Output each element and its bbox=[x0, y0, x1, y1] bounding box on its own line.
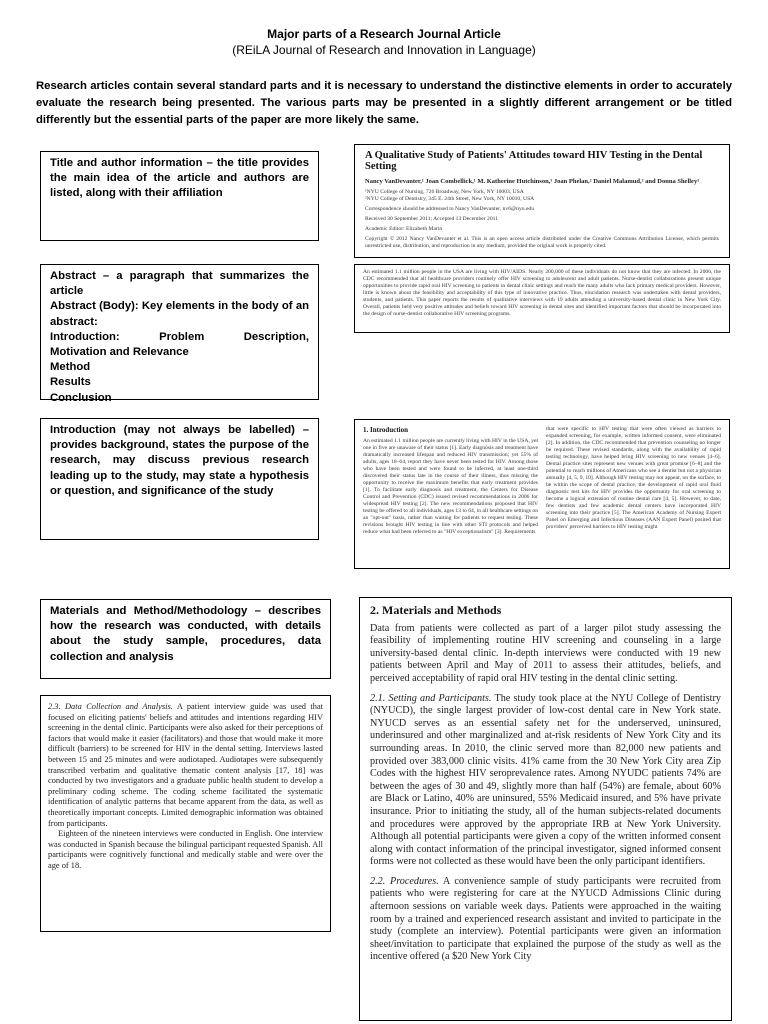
data-collection-text: A patient interview guide was used that focused on eliciting patients' beliefs and attitudes and intentions regarding HIV screening in the dental clinic. Participants were also asked for their perceptions of factors that would make it easier (facilitators) and those that would make it more difficult (barriers) to be screened for HIV in the dental setting. Interviews lasted between 15 and 25 minutes and were audiotaped. Audiotapes were subsequently transcribed verbatim and qualitative thematic content analysis [17, 18] was conducted by two investigators and a graduate public health student to develop a preliminary coding scheme. The coding scheme facilitated the systematic identification of analytic patterns that became apparent from the data, as well as theoretically important concepts. Limited demographic information was obtained from participants. bbox=[48, 702, 323, 828]
abstract-word-intro: Introduction: bbox=[50, 330, 120, 343]
data-collection-heading: 2.3. Data Collection and Analysis. bbox=[48, 702, 173, 711]
copyright-notice: Copyright © 2012 Nancy VanDevanter et al. This is an open access article distributed under the Creative Commons Attribution License, which permits unrestricted use, distribution, and reproduction in any medium, provided the original work is properly cited. bbox=[365, 236, 719, 249]
article-authors: Nancy VanDevanter,¹ Joan Combellick,¹ M. Katherine Hutchinson,¹ Joan Phelan,² Daniel Malamud,² and Donna Shelley¹ bbox=[365, 178, 700, 185]
methods-sample-box bbox=[359, 597, 732, 1021]
methods-paragraph-2 bbox=[370, 693, 721, 869]
procedures-text: A convenience sample of study participants were recruited from patients who were registering for care at the NYUCD Admissions Clinic during afternoon sessions on variable week days. Patients were approached in the waiting room by a trained and experienced research assistant and invited to participate in the study (complete an interview). Potential participants were given an information sheet/invitation to participate that explained the purpose of the study as well as the incentive offered (a $20 New York City bbox=[370, 875, 721, 963]
data-collection-paragraph bbox=[48, 702, 323, 829]
abstract-description-box bbox=[40, 264, 319, 404]
title-description-text: Title and author information – the title provides the main idea of the article and authors are listed, along with their affiliation bbox=[50, 157, 309, 200]
intro-paragraph: Research articles contain several standard parts and it is necessary to understand the distinctive elements in order to accurately evaluate the research being presented. The various parts may be presented in a slightly different arrangement or be titled differently but the essential parts of the paper are more likely the same. bbox=[36, 80, 732, 126]
setting-heading: 2.1. Setting and Participants. bbox=[370, 692, 492, 704]
introduction-description-box bbox=[40, 418, 319, 540]
abstract-line-2: Abstract (Body): Key elements in the body of an abstract: bbox=[50, 300, 309, 328]
methods-heading: 2. Materials and Methods bbox=[370, 603, 502, 617]
introduction-col-2: that were specific to HIV testing that were often viewed as barriers to expanded screening, for example, written informed consent, were eliminated [2]. In addition, the CDC recommended that prevention counseling no longer be required. These revised standards, along with the availability of rapid testing technology, have helped bring HIV screening to new venues [4–6]. Dental practice sites represent new venues with great promise [6–8] and the potential to reach millions of Americans who see a dentist but not a physician annually [4, 5, 9, 10]. Although HIV testing may not appear, on the surface, to be within the scope of dental practice, the development of rapid oral fluid diagnostic test kits for HIV provides the opportunity for oral screening to become a logical extension of routine dental care [4, 5]. However, to date, few dentists and few academic dental centers have incorporated HIV screening into their practice [5]. The American Academy of Nursing Expert Panel on Emerging and Infectious Diseases (AAN Expert Panel) posited that providers' perceived barriers to HIV testing might bbox=[546, 426, 721, 530]
title-description-box bbox=[40, 151, 319, 241]
methods-description-box bbox=[40, 599, 331, 679]
setting-text: The study took place at the NYU College of Dentistry (NYUCD), the single largest provider of low-cost dental care in New York state. NYUCD serves as an essential safety net for the underserved, uninsured, underinsured and other marginalized and at-risk residents of New York City and its surrounding areas. In 2010, the clinic served more than 82,000 new patients and provided over 383,000 clinic visits. 41% came from the 30 New York City area Zip Codes with the highest HIV seroprevalence rates. Among NYUDC patients 74% are between the ages of 30 and 49, slightly more than half (54%) are female, about 60% are Black or Latino, 40% are uninsured, 55% Medicaid insured, and 5% have private insurance. Prior to initiating the study, all of the human subjects-related documents and procedures were approved by the appropriate IRB at New York University. Although all potential participants were given a copy of the written informed consent along with contact information of the principal investigator, signed informed consent forms were not collected as these would have been the only participant identifiers. bbox=[370, 692, 721, 868]
affiliation-1: ¹NYU College of Nursing, 726 Broadway, New York, NY 10003, USA bbox=[365, 189, 524, 195]
abstract-line-7: Conclusion bbox=[50, 391, 112, 404]
abstract-line-3 bbox=[50, 330, 309, 345]
methods-paragraph-3 bbox=[370, 876, 721, 964]
introduction-heading: 1. Introduction bbox=[363, 426, 408, 434]
page-title: Major parts of a Research Journal Article bbox=[267, 27, 501, 41]
academic-editor: Academic Editor: Elizabeth Marin bbox=[365, 226, 443, 232]
introduction-description-text: Introduction (may not always be labelled) – provides background, states the purpose of the research, may discuss previous research leading up to the study, may state a hypothesis or question, and significance of the study bbox=[50, 424, 309, 497]
correspondence: Correspondence should be addressed to Nancy VanDevanter, nv6@nyu.edu bbox=[365, 206, 535, 212]
abstract-sample-box bbox=[354, 264, 730, 333]
article-title: A Qualitative Study of Patients' Attitudes toward HIV Testing in the Dental Setting bbox=[365, 150, 703, 172]
title-sample-box bbox=[354, 144, 730, 258]
data-collection-text-2: Eighteen of the nineteen interviews were conducted in English. One interview was conducted in Spanish because the bilingual participant requested Spanish. All participants were cognitively functional and medically stable and were over the age of 18. bbox=[48, 829, 323, 870]
abstract-line-4: Motivation and Relevance bbox=[50, 346, 189, 359]
procedures-heading: 2.2. Procedures. bbox=[370, 875, 439, 887]
page-subtitle: (REiLA Journal of Research and Innovation in Language) bbox=[232, 43, 536, 57]
abstract-sample-text: An estimated 1.1 million people in the USA are living with HIV/AIDS. Nearly 200,000 of these individuals do not know that they are infected. In 2006, the CDC recommended that all healthcare providers routinely offer HIV screening to adolescent and adult patients. Nurse-dentist collaborations present unique opportunities to provide rapid oral HIV screening to patients in dental clinic settings and reach the many adults who lack primary medical providers. However, little is known about the feasibility and acceptability of this type of innovative practice. Thus, elucidation research was undertaken with dental providers, students, and patients. This paper reports the results of qualitative interviews with 19 adults attending a university-based dental clinic in New York City. Overall, patients held very positive attitudes and beliefs toward HIV screening in dental sites and identified important factors that should be incorporated into the design of nurse-dentist collaborative HIV screening programs. bbox=[363, 269, 721, 317]
methods-paragraph-1: Data from patients were collected as part of a larger pilot study assessing the feasibility of implementing routine HIV screening and counseling in a large university-based dental clinic. In-depth interviews were conducted with 19 new patients between April and May of 2011 to assess their attitudes, beliefs, and perceived acceptability of rapid oral HIV testing in the dental clinic setting. bbox=[370, 622, 721, 684]
methods-description-text: Materials and Method/Methodology – describes how the research was conducted, with details about the study sample, procedures, data collection and analysis bbox=[50, 605, 321, 663]
abstract-line-6: Results bbox=[50, 376, 91, 389]
abstract-word-problem: Problem bbox=[159, 330, 205, 343]
abstract-word-description: Description, bbox=[243, 330, 309, 343]
introduction-sample-box bbox=[354, 419, 730, 569]
received-date: Received 30 September 2011; Accepted 13 December 2011 bbox=[365, 216, 499, 222]
introduction-col-1: An estimated 1.1 million people are currently living with HIV in the USA, yet one in five are unaware of their status [1]. Early diagnosis and treatment have dramatically increased lifespan and reduced HIV transmission; yet 55% of adults, ages 18–64, report they have never been tested for HIV. Among those who have been tested and were found to be infected, at least one-third discovered their status late in the course of their illness, thus missing the opportunity to receive the maximum benefits that early treatment provides [1]. To facilitate early diagnosis and treatment, the Centers for Disease Control and Prevention (CDC) issued revised recommendations in 2006 for widespread HIV testing [2]. The new recommendations proposed that HIV testing be offered to all individuals, ages 13 to 64, in all healthcare settings on an "opt-out" basis, rather than waiting for patients to request testing. These revisions brought HIV testing in line with other STI protocols and helped reduce what had been referred to as "HIV exceptionalism" [3]. Requirements bbox=[363, 438, 538, 535]
affiliation-2: ²NYU College of Dentistry, 345 E. 24th Street, New York, NY 10010, USA bbox=[365, 196, 535, 202]
abstract-line-5: Method bbox=[50, 361, 91, 374]
data-collection-sample-box bbox=[40, 695, 331, 932]
abstract-line-1: Abstract – a paragraph that summarizes the article bbox=[50, 270, 309, 298]
